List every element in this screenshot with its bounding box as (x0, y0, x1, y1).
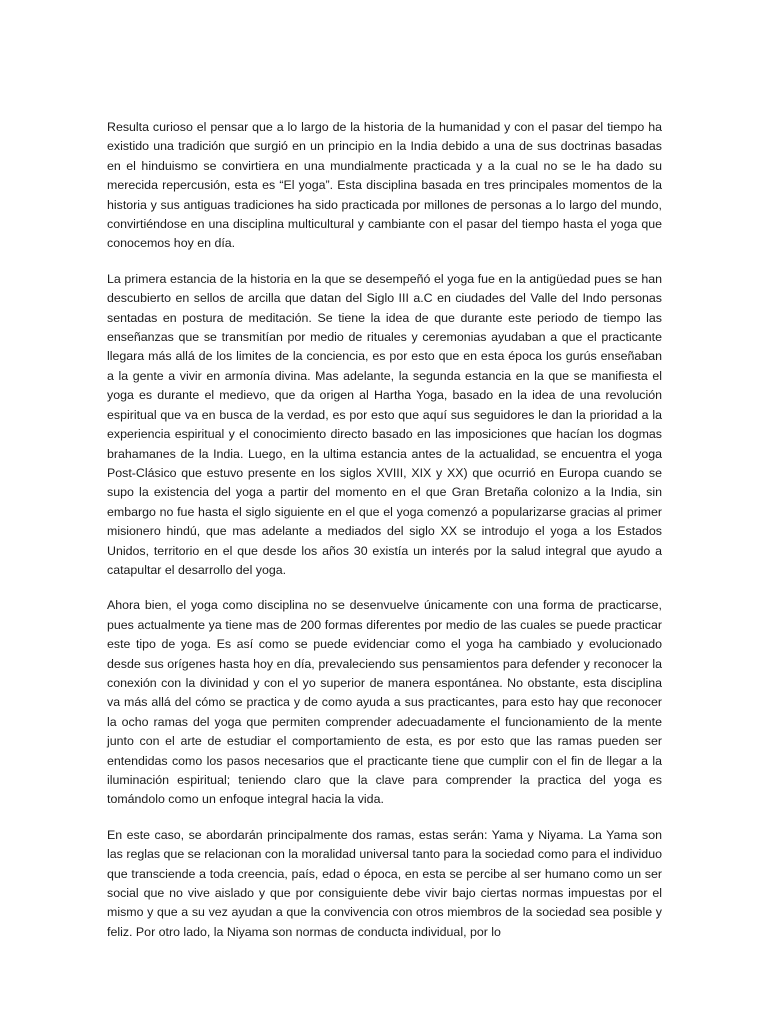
paragraph-3: Ahora bien, el yoga como disciplina no se desenvuelve únicamente con una forma de practicarse, pues actualmente ya tiene mas de 200 formas diferentes por medio de las cuales se puede practicar este tipo de yoga. Es así como se puede evidenciar como el yoga ha cambiado y evolucionado desde sus orígenes hasta hoy en día, prevaleciendo sus pensamientos para defender y reconocer la conexión con la divinidad y con el yo superior de manera espontánea. No obstante, esta disciplina va más allá del cómo se practica y de como ayuda a sus practicantes, para esto hay que reconocer la ocho ramas del yoga que permiten comprender adecuadamente el funcionamiento de la mente junto con el arte de estudiar el comportamiento de esta, es por esto que las ramas pueden ser entendidas como los pasos necesarios que el practicante tiene que cumplir con el fin de llegar a la iluminación espiritual; teniendo claro que la clave para comprender la practica del yoga es tomándolo como un enfoque integral hacia la vida. (107, 598, 662, 807)
paragraph-1: Resulta curioso el pensar que a lo largo de la historia de la humanidad y con el pasar del tiempo ha existido una tradición que surgió en un principio en la India debido a una de sus doctrinas basadas en el hinduismo se convirtiera en una mundialmente practicada y a la cual no se le ha dado su merecida repercusión, esta es “El yoga”. Esta disciplina basada en tres principales momentos de la historia y sus antiguas tradiciones ha sido practicada por millones de personas a lo largo del mundo, convirtiéndose en una disciplina multicultural y cambiante con el pasar del tiempo hasta el yoga que conocemos hoy en día. (107, 120, 662, 251)
document-page (107, 118, 662, 942)
paragraph-4: En este caso, se abordarán principalmente dos ramas, estas serán: Yama y Niyama. La Yama son las reglas que se relacionan con la moralidad universal tanto para la sociedad como para el individuo que transciende a toda creencia, país, edad o época, en esta se percibe al ser humano como un ser social que no vive aislado y que por consiguiente debe vivir bajo ciertas normas impuestas por el mismo y que a su vez ayudan a que la convivencia con otros miembros de la sociedad sea posible y feliz. Por otro lado, la Niyama son normas de conducta individual, por lo (107, 827, 662, 939)
paragraph-2: La primera estancia de la historia en la que se desempeñó el yoga fue en la antigüedad pues se han descubierto en sellos de arcilla que datan del Siglo III a.C en ciudades del Valle del Indo personas sentadas en postura de meditación. Se tiene la idea de que durante este periodo de tiempo las enseñanzas que se transmitían por medio de rituales y ceremonias ayudaban a que el practicante llegara más allá de los limites de la conciencia, es por esto que en esta época los gurús enseñaban a la gente a vivir en armonía divina. Mas adelante, la segunda estancia en la que se manifiesta el yoga es durante el medievo, que da origen al Hartha Yoga, basado en la idea de una revolución espiritual que va en busca de la verdad, es por esto que aquí sus seguidores le dan la prioridad a la experiencia espiritual y el conocimiento directo basado en las imposiciones que hacían los dogmas brahamanes de la India. Luego, en la ultima estancia antes de la actualidad, se encuentra el yoga Post-Clásico que estuvo presente en los siglos XVIII, XIX y XX) que ocurrió en Europa cuando se supo la existencia del yoga a partir del momento en el que Gran Bretaña colonizo a la India, sin embargo no fue hasta el siglo siguiente en el que el yoga comenzó a popularizarse gracias al primer misionero hindú, que mas adelante a mediados del siglo XX se introdujo el yoga a los Estados Unidos, territorio en el que desde los años 30 existía un interés por la salud integral que ayudo a catapultar el desarrollo del yoga. (107, 271, 662, 577)
